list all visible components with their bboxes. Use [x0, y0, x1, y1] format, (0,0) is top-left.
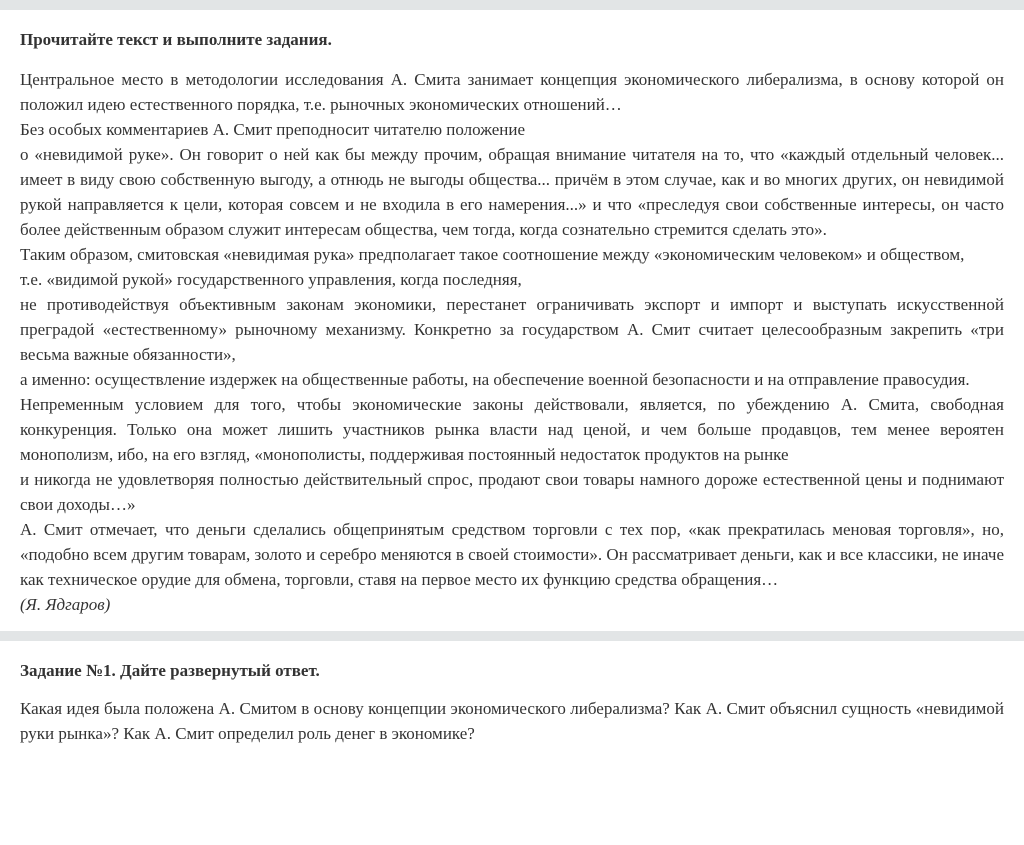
reading-text-section: [0, 10, 1024, 631]
reading-text: [20, 67, 1004, 592]
text-paragraph: Центральное место в методологии исследования А. Смита занимает концепция экономического либерализма, в основу которой он положил идею естественного порядка, т.е. рыночных экономических отношений…: [20, 70, 1004, 114]
text-paragraph: т.е. «видимой рукой» государственного управления, когда последняя,: [20, 270, 522, 289]
section-title: Прочитайте текст и выполните задания.: [20, 30, 332, 49]
task-section: [0, 641, 1024, 746]
text-paragraph: Без особых комментариев А. Смит преподносит читателю положение: [20, 120, 526, 139]
author-attribution: (Я. Ядгаров): [20, 595, 111, 614]
task-question: Какая идея была положена А. Смитом в основу концепции экономического либерализма? Как А. Смит объяснил сущность «невидимой руки рынка»? Как А. Смит определил роль денег в экономике?: [20, 699, 1004, 743]
task-title: Задание №1. Дайте развернутый ответ.: [20, 661, 320, 680]
text-paragraph: не противодействуя объективным законам экономики, перестанет ограничивать экспорт и импорт и выступать искусственной преградой «естественному» рыночному механизму. Конкретно за государством А. Смит считает целесообразным закрепить «три весьма важные обязанности»,: [20, 295, 1004, 364]
section-divider: [0, 631, 1024, 641]
text-paragraph: о «невидимой руке». Он говорит о ней как бы между прочим, обращая внимание читателя на то, что «каждый отдельный человек... имеет в виду свою собственную выгоду, а отнюдь не выгоды общества... причём в этом случае, как и во многих других, он невидимой рукой направляется к цели, которая совсем и не входила в его намерения...» и что «преследуя свои собственные интересы, он часто более действенным образом служит интересам общества, чем тогда, когда сознательно стремится сделать это».: [20, 145, 1004, 239]
text-paragraph: и никогда не удовлетворяя полностью действительный спрос, продают свои товары намного дороже естественной цены и поднимают свои доходы…»: [20, 470, 1004, 514]
text-paragraph: а именно: осуществление издержек на общественные работы, на обеспечение военной безопасности и на отправление правосудия.: [20, 370, 970, 389]
top-divider: [0, 0, 1024, 10]
text-paragraph: Непременным условием для того, чтобы экономические законы действовали, является, по убеждению А. Смита, свободная конкуренция. Только она может лишить участников рынка власти над ценой, и чем больше продавцов, тем менее вероятен монополизм, ибо, на его взгляд, «монополисты, поддерживая постоянный недостаток продуктов на рынке: [20, 395, 1004, 464]
text-paragraph: А. Смит отмечает, что деньги сделались общепринятым средством торговли с тех пор, «как прекратилась меновая торговля», но, «подобно всем другим товарам, золото и серебро меняются в своей стоимости». Он рассматривает деньги, как и все классики, не иначе как техническое орудие для обмена, торговли, ставя на первое место их функцию средства обращения…: [20, 520, 1004, 589]
text-paragraph: Таким образом, смитовская «невидимая рука» предполагает такое соотношение между «экономическим человеком» и обществом,: [20, 245, 965, 264]
